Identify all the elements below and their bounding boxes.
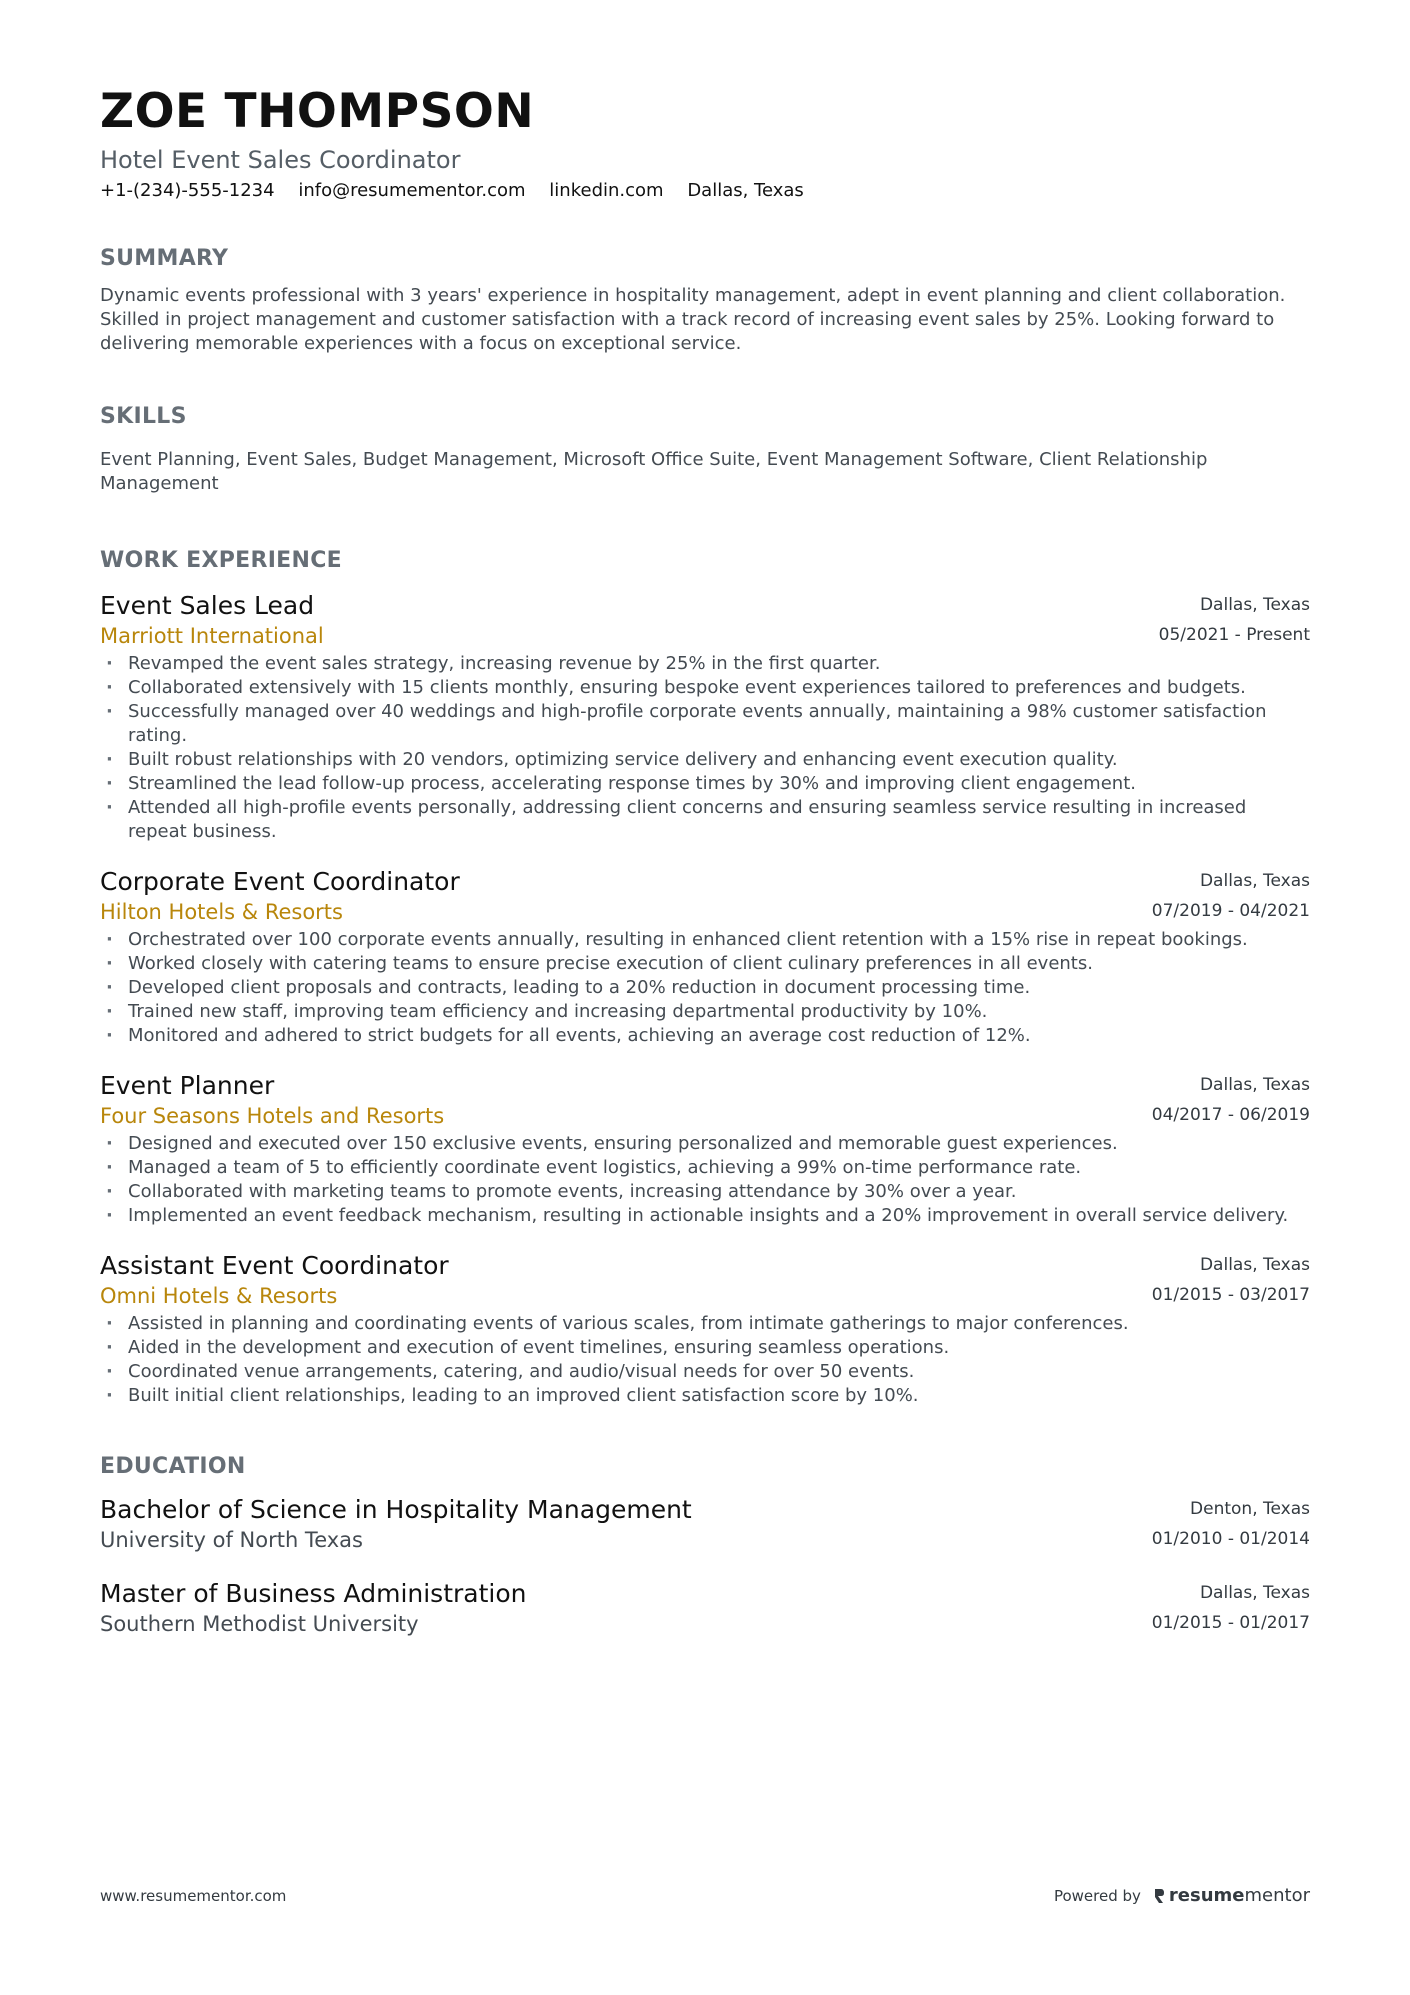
- education-location: Denton, Texas: [1190, 1499, 1310, 1519]
- job-bullet: · Designed and executed over 150 exclusive events, ensuring personalized and memorable guest experiences.: [100, 1132, 1310, 1156]
- summary-text: Dynamic events professional with 3 years' experience in hospitality management, adept in event planning and client collaboration. Skilled in project management and customer satisfaction with a track record of increasing event sales by 25%. Looking forward to delivering memorable experiences with a focus on exceptional service.: [100, 285, 1286, 354]
- brand-name-bold: resume: [1168, 1885, 1245, 1906]
- job-bullet: · Monitored and adhered to strict budgets for all events, achieving an average cost reduction of 12%.: [100, 1024, 1310, 1048]
- powered-by-label: Powered by: [1053, 1886, 1141, 1905]
- contact-location: Dallas, Texas: [687, 180, 804, 201]
- resume-header: [100, 82, 1310, 204]
- education-dates: 01/2015 - 01/2017: [1151, 1613, 1310, 1633]
- page-footer: [100, 1885, 1310, 1906]
- job-bullet: · Aided in the development and execution of event timelines, ensuring seamless operations.: [100, 1336, 1310, 1360]
- job-bullets: [100, 1312, 1310, 1408]
- job-company: Hilton Hotels & Resorts: [100, 900, 343, 924]
- resume-page: [100, 82, 1310, 1638]
- job-bullet: · Successfully managed over 40 weddings and high-profile corporate events annually, maintaining a 98% customer satisfaction rating.: [100, 700, 1310, 748]
- job-dates: 04/2017 - 06/2019: [1151, 1105, 1310, 1125]
- job-bullet: · Collaborated with marketing teams to promote events, increasing attendance by 30% over a year.: [100, 1180, 1310, 1204]
- job-bullet: · Collaborated extensively with 15 clients monthly, ensuring bespoke event experiences tailored to preferences and budgets.: [100, 676, 1310, 700]
- school-name: Southern Methodist University: [100, 1612, 419, 1636]
- job-title: Assistant Event Coordinator: [100, 1251, 449, 1280]
- job-bullet: · Developed client proposals and contracts, leading to a 20% reduction in document processing time.: [100, 976, 1310, 1000]
- degree-title: Bachelor of Science in Hospitality Management: [100, 1495, 692, 1524]
- job-bullet: · Attended all high-profile events personally, addressing client concerns and ensuring seamless service resulting in increased repeat business.: [100, 796, 1310, 844]
- education-dates: 01/2010 - 01/2014: [1151, 1529, 1310, 1549]
- job-company: Omni Hotels & Resorts: [100, 1284, 338, 1308]
- job-bullet: · Streamlined the lead follow-up process, accelerating response times by 30% and improving client engagement.: [100, 772, 1310, 796]
- job-title: Event Planner: [100, 1071, 275, 1100]
- job-dates: 07/2019 - 04/2021: [1151, 901, 1310, 921]
- job-bullets: [100, 652, 1310, 844]
- section-title-summary: SUMMARY: [100, 246, 229, 271]
- job-bullet: · Orchestrated over 100 corporate events annually, resulting in enhanced client retention with a 15% rise in repeat bookings.: [100, 928, 1310, 952]
- candidate-name: ZOE THOMPSON: [100, 84, 535, 139]
- job-entry: [100, 1070, 1310, 1228]
- job-bullet: · Built robust relationships with 20 vendors, optimizing service delivery and enhancing event execution quality.: [100, 748, 1310, 772]
- brand-mark-icon: [1153, 1887, 1165, 1905]
- job-bullet: · Revamped the event sales strategy, increasing revenue by 25% in the first quarter.: [100, 652, 1310, 676]
- job-entry: [100, 590, 1310, 844]
- brand-logo[interactable]: [1153, 1885, 1310, 1906]
- job-location: Dallas, Texas: [1199, 595, 1310, 615]
- powered-by: [1054, 1885, 1310, 1906]
- section-title-skills: SKILLS: [100, 404, 187, 429]
- job-title: Corporate Event Coordinator: [100, 867, 460, 896]
- section-title-education: EDUCATION: [100, 1454, 246, 1479]
- job-title: Event Sales Lead: [100, 591, 315, 620]
- contact-linkedin[interactable]: linkedin.com: [549, 180, 664, 201]
- brand-name-light: mentor: [1244, 1885, 1310, 1906]
- job-bullet: · Assisted in planning and coordinating events of various scales, from intimate gatherings to major conferences.: [100, 1312, 1310, 1336]
- job-bullets: [100, 928, 1310, 1048]
- job-bullet: · Implemented an event feedback mechanism, resulting in actionable insights and a 20% improvement in overall service delivery.: [100, 1204, 1310, 1228]
- candidate-title: Hotel Event Sales Coordinator: [100, 146, 461, 174]
- education-section: [100, 1452, 1310, 1638]
- job-entry: [100, 866, 1310, 1048]
- job-dates: 05/2021 - Present: [1158, 625, 1310, 645]
- job-entry: [100, 1250, 1310, 1408]
- job-bullet: · Trained new staff, improving team efficiency and increasing departmental productivity by 10%.: [100, 1000, 1310, 1024]
- experience-section: [100, 546, 1310, 1408]
- footer-website[interactable]: www.resumementor.com: [100, 1886, 287, 1905]
- skills-text: Event Planning, Event Sales, Budget Management, Microsoft Office Suite, Event Management Software, Client Relationship Management: [100, 449, 1208, 494]
- job-location: Dallas, Texas: [1199, 871, 1310, 891]
- job-location: Dallas, Texas: [1199, 1255, 1310, 1275]
- contact-email[interactable]: info@resumementor.com: [298, 180, 526, 201]
- job-company: Marriott International: [100, 624, 324, 648]
- skills-section: [100, 402, 1310, 496]
- job-bullet: · Managed a team of 5 to efficiently coordinate event logistics, achieving a 99% on-time performance rate.: [100, 1156, 1310, 1180]
- job-location: Dallas, Texas: [1199, 1075, 1310, 1095]
- education-location: Dallas, Texas: [1199, 1583, 1310, 1603]
- contact-phone[interactable]: +1-(234)-555-1234: [100, 180, 275, 201]
- education-entry: [100, 1578, 1310, 1638]
- summary-section: [100, 244, 1310, 356]
- degree-title: Master of Business Administration: [100, 1579, 527, 1608]
- job-bullets: [100, 1132, 1310, 1228]
- education-entry: [100, 1494, 1310, 1554]
- school-name: University of North Texas: [100, 1528, 363, 1552]
- contact-line: [100, 178, 1310, 204]
- job-company: Four Seasons Hotels and Resorts: [100, 1104, 445, 1128]
- job-dates: 01/2015 - 03/2017: [1151, 1285, 1310, 1305]
- job-bullet: · Worked closely with catering teams to ensure precise execution of client culinary preferences in all events.: [100, 952, 1310, 976]
- job-bullet: · Coordinated venue arrangements, catering, and audio/visual needs for over 50 events.: [100, 1360, 1310, 1384]
- job-bullet: · Built initial client relationships, leading to an improved client satisfaction score by 10%.: [100, 1384, 1310, 1408]
- section-title-experience: WORK EXPERIENCE: [100, 548, 342, 573]
